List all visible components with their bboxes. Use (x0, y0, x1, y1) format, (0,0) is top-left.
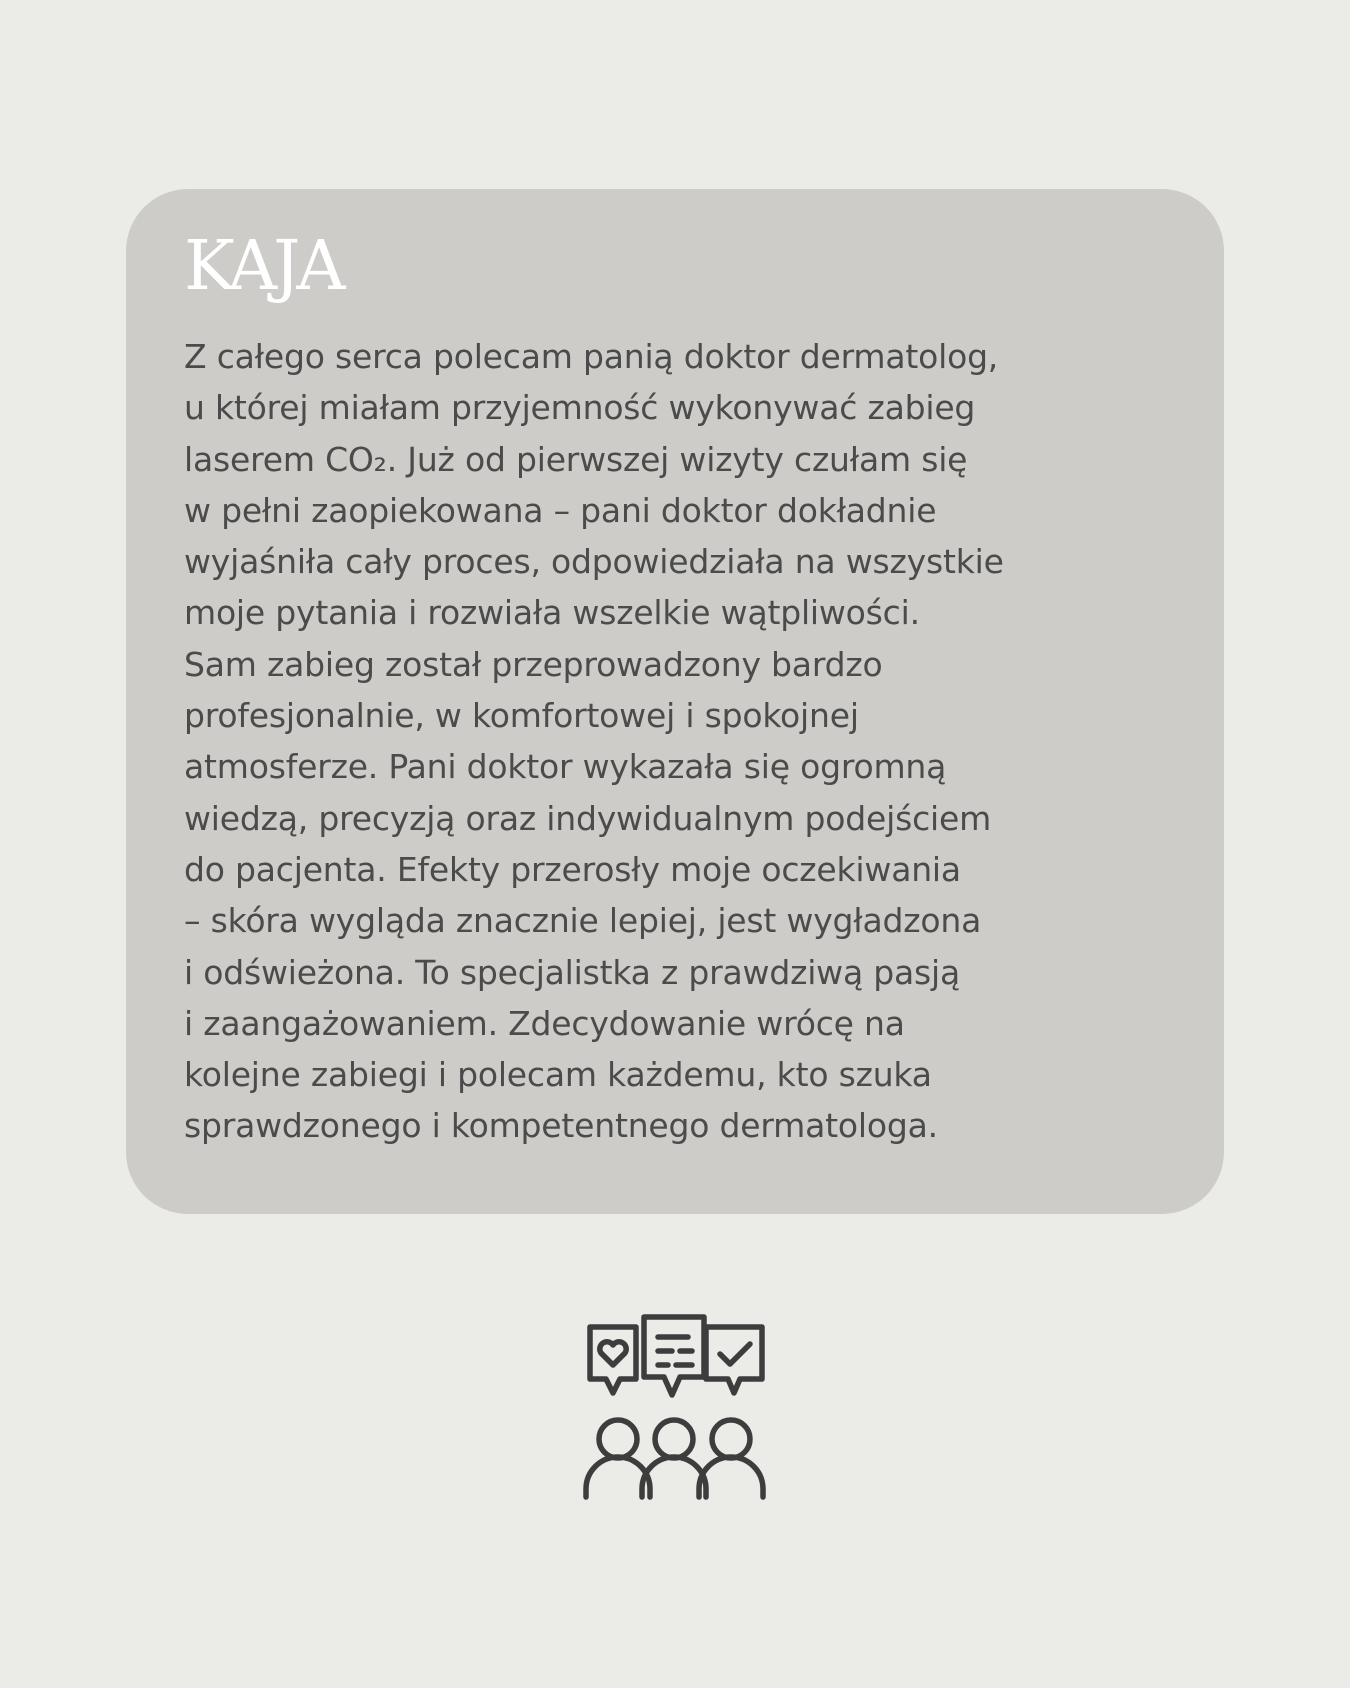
review-line: u której miałam przyjemność wykonywać zabieg (184, 388, 976, 428)
review-line: moje pytania i rozwiała wszelkie wątpliwości. (184, 593, 920, 633)
review-line: i zaangażowaniem. Zdecydowanie wrócę na (184, 1003, 905, 1043)
review-line: Sam zabieg został przeprowadzony bardzo (184, 644, 883, 684)
review-author: KAJA (184, 227, 342, 306)
group-feedback-icon (582, 1313, 767, 1500)
review-text (184, 331, 1184, 1152)
review-line: – skóra wygląda znacznie lepiej, jest wygładzona (184, 901, 982, 941)
review-line: w pełni zaopiekowana – pani doktor dokładnie (184, 490, 937, 530)
review-card (126, 189, 1224, 1214)
review-line: kolejne zabiegi i polecam każdemu, kto szuka (184, 1055, 932, 1095)
review-line: laserem CO₂. Już od pierwszej wizyty czułam się (184, 439, 968, 479)
review-line: wyjaśniła cały proces, odpowiedziała na wszystkie (184, 542, 1004, 582)
review-line: atmosferze. Pani doktor wykazała się ogromną (184, 747, 947, 787)
check-bubble-icon (706, 1327, 762, 1393)
message-bubble-icon (644, 1317, 704, 1395)
heart-bubble-icon (590, 1327, 636, 1393)
review-line: do pacjenta. Efekty przerosły moje oczekiwania (184, 849, 961, 889)
review-line: profesjonalnie, w komfortowej i spokojnej (184, 696, 859, 736)
review-line: wiedzą, precyzją oraz indywidualnym podejściem (184, 798, 992, 838)
review-line: Z całego serca polecam panią doktor dermatolog, (184, 337, 999, 376)
review-line: i odświeżona. To specjalistka z prawdziwą pasją (184, 952, 961, 992)
people-icon (586, 1420, 763, 1497)
review-line: sprawdzonego i kompetentnego dermatologa. (184, 1106, 938, 1146)
